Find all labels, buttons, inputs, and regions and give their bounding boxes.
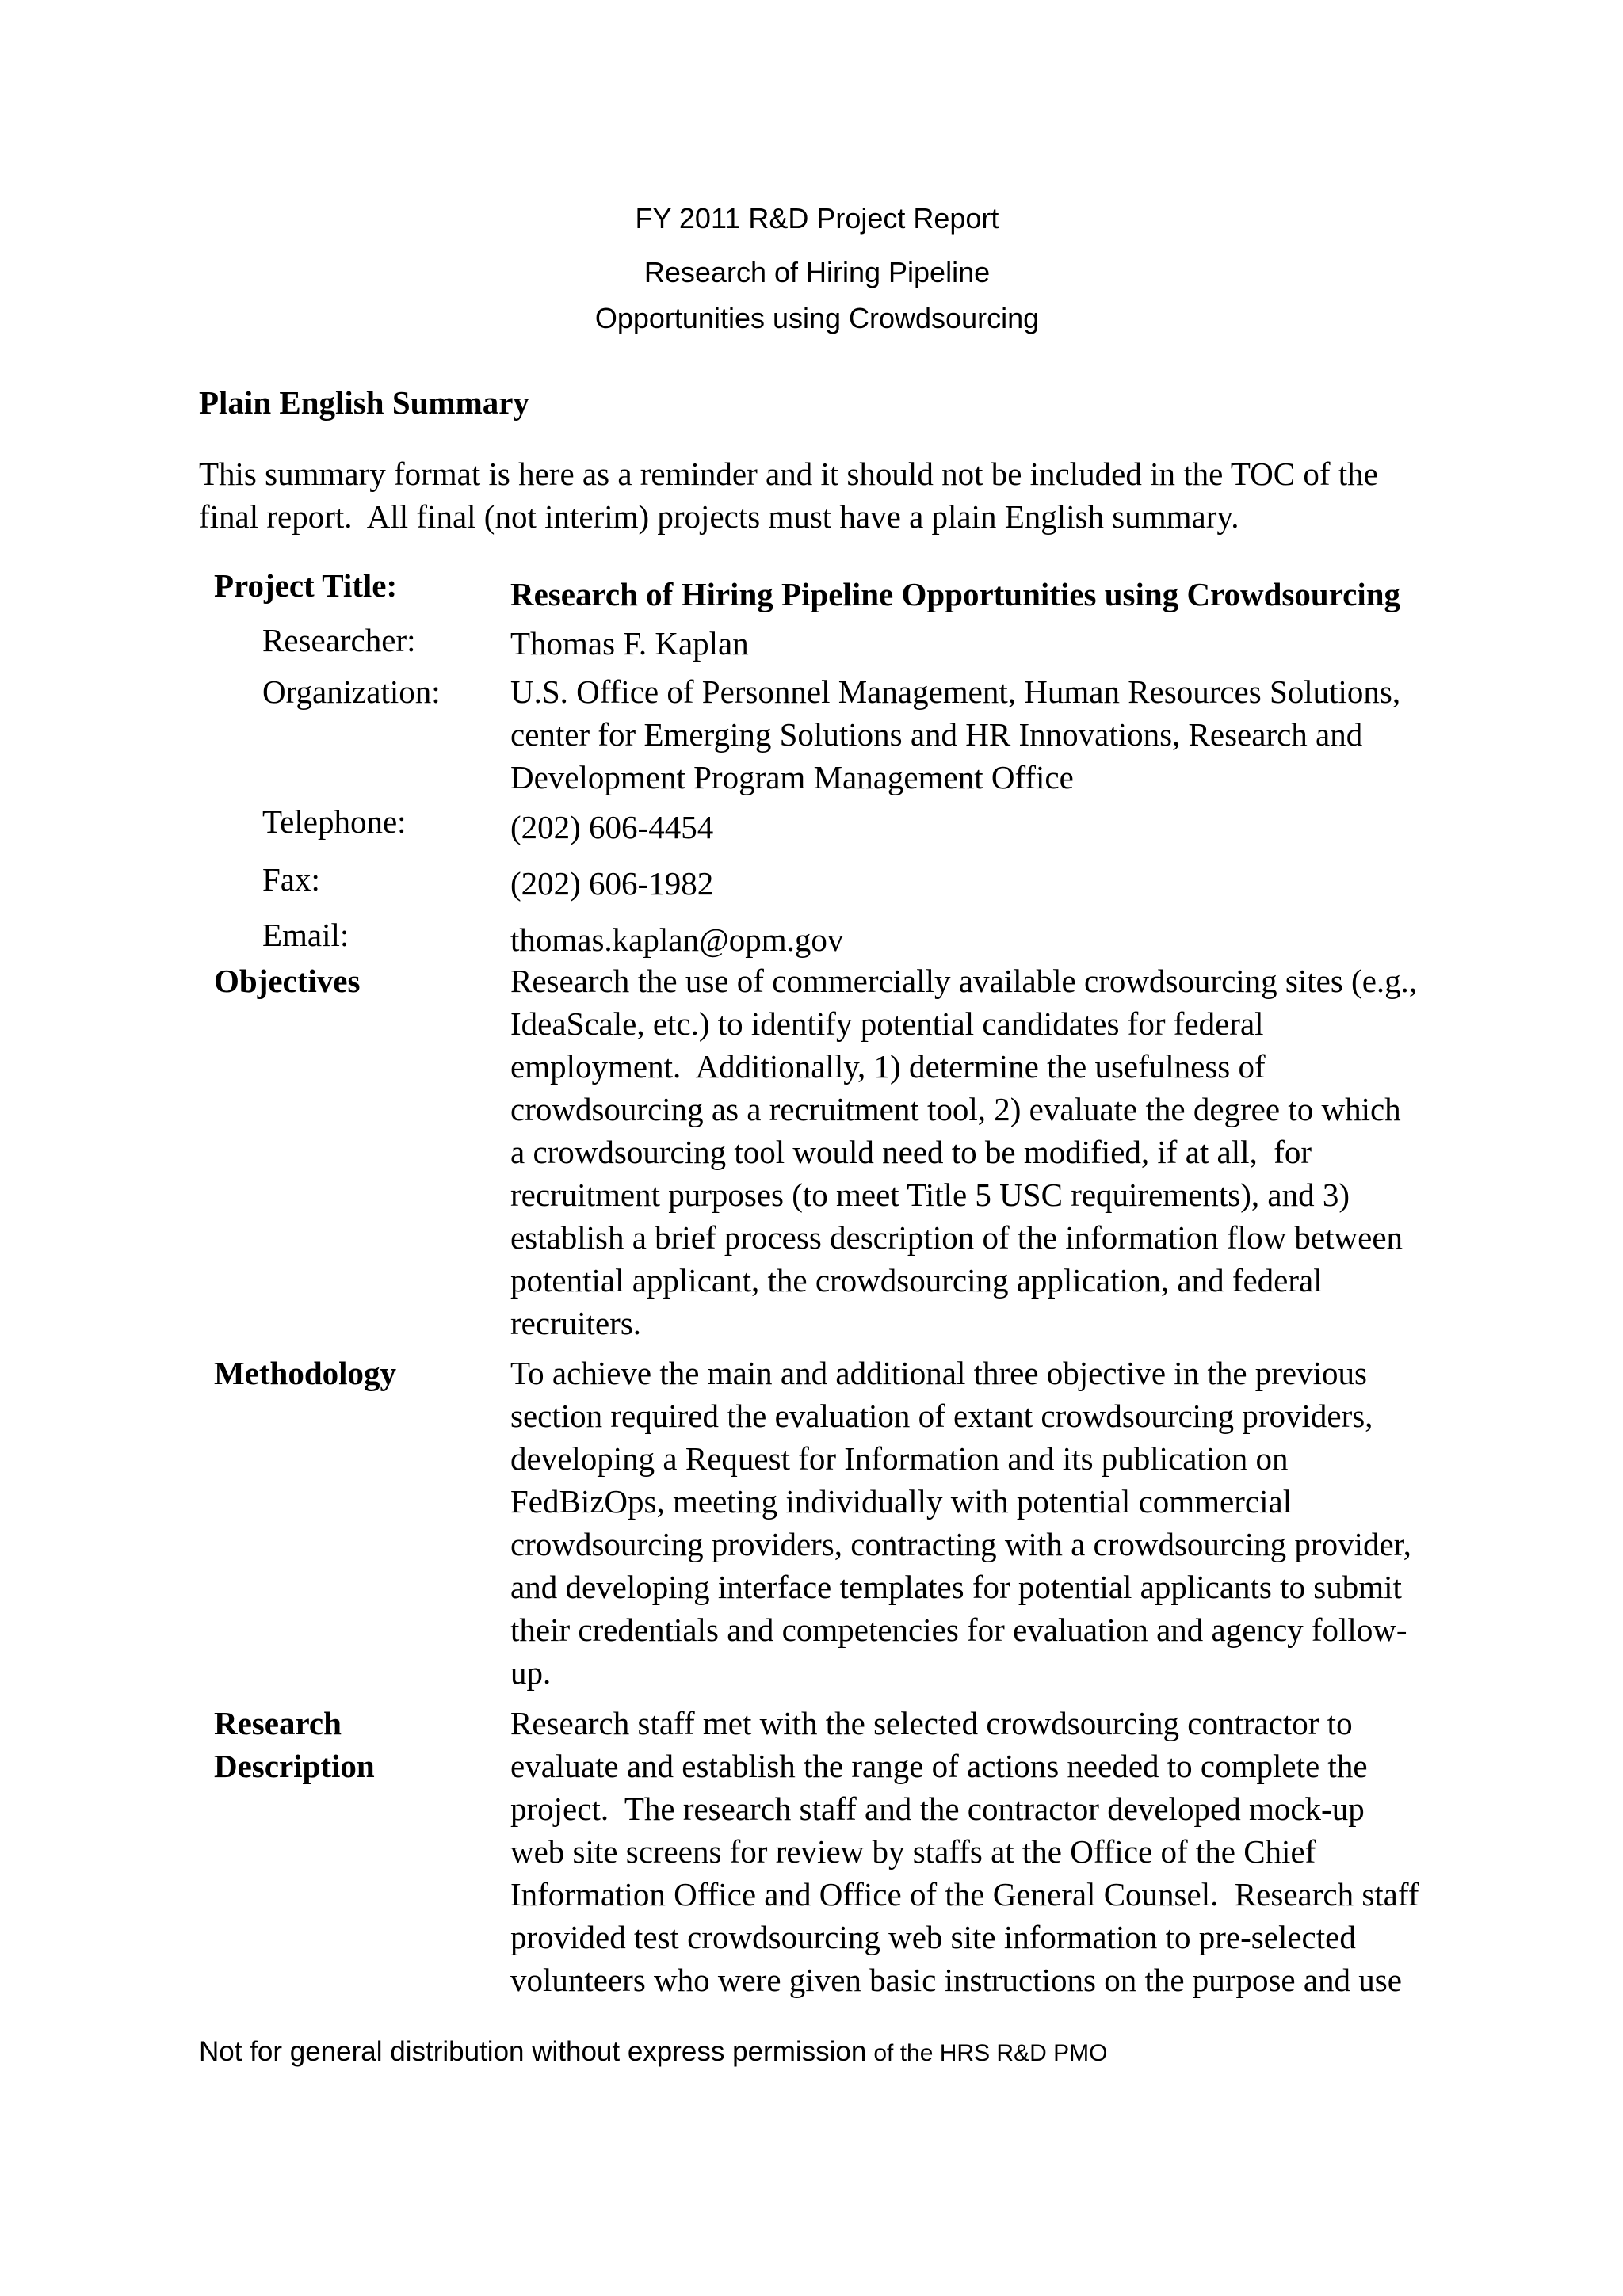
field-value-line: a crowdsourcing tool would need to be modified, if at all, for	[510, 1134, 1312, 1170]
field-value-line: To achieve the main and additional three objective in the previous	[510, 1355, 1367, 1391]
field-value-line: evaluate and establish the range of actions needed to complete the	[510, 1748, 1368, 1784]
field-value-research-description	[510, 1702, 1419, 2001]
report-subtitle-line: Opportunities using Crowdsourcing	[594, 302, 1040, 334]
field-value-line: IdeaScale, etc.) to identify potential candidates for federal	[510, 1005, 1264, 1042]
field-value-project-title: Research of Hiring Pipeline Opportunities using Crowdsourcing	[510, 576, 1401, 612]
field-value-line: Research the use of commercially available crowdsourcing sites (e.g.,	[510, 963, 1418, 999]
field-value-line: Information Office and Office of the General Counsel. Research staff	[510, 1876, 1419, 1913]
field-value-line: recruiters.	[510, 1305, 642, 1341]
field-value-line: potential applicant, the crowdsourcing application, and federal	[510, 1262, 1323, 1299]
field-value-line: and developing interface templates for potential applicants to submit	[510, 1569, 1402, 1605]
field-value-line: up.	[510, 1654, 552, 1691]
field-value-organization	[510, 670, 1400, 799]
field-value-line: section required the evaluation of extant crowdsourcing providers,	[510, 1398, 1373, 1434]
field-label-organization: Organization:	[262, 673, 441, 710]
field-value-line: their credentials and competencies for evaluation and agency follow-	[510, 1611, 1407, 1648]
field-label-researcher: Researcher:	[262, 622, 416, 658]
field-label-methodology: Methodology	[214, 1355, 397, 1391]
field-value-researcher: Thomas F. Kaplan	[510, 625, 749, 662]
field-label-email: Email:	[262, 917, 349, 953]
field-label-project-title: Project Title:	[214, 567, 398, 604]
field-value-line: provided test crowdsourcing web site information to pre-selected	[510, 1919, 1356, 1955]
field-value-line: recruitment purposes (to meet Title 5 USC requirements), and 3)	[510, 1177, 1350, 1213]
paragraph-line: final report. All final (not interim) projects must have a plain English summary.	[199, 498, 1239, 535]
report-title: FY 2011 R&D Project Report	[635, 202, 999, 235]
field-label-objectives: Objectives	[214, 963, 361, 999]
field-label-research-description	[214, 1702, 375, 1787]
field-value-line: Research staff met with the selected crowdsourcing contractor to	[510, 1705, 1353, 1741]
field-value-objectives	[510, 959, 1417, 1344]
field-value-email: thomas.kaplan@opm.gov	[510, 921, 844, 958]
report-subtitle-line: Research of Hiring Pipeline	[643, 256, 991, 288]
footer-notice-suffix: of the HRS R&D PMO	[873, 2040, 1108, 2066]
field-value-line: Development Program Management Office	[510, 759, 1074, 795]
section-heading: Plain English Summary	[199, 384, 529, 421]
field-value-line: crowdsourcing as a recruitment tool, 2) evaluate the degree to which	[510, 1091, 1401, 1127]
field-label-fax: Fax:	[262, 861, 320, 898]
field-value-line: web site screens for review by staffs at the Office of the Chief	[510, 1833, 1316, 1870]
field-value-line: volunteers who were given basic instructions on the purpose and use	[510, 1962, 1402, 1998]
field-value-line: establish a brief process description of the information flow between	[510, 1219, 1403, 1256]
field-label-line: Research	[214, 1705, 342, 1741]
summary-intro-paragraph	[199, 452, 1378, 538]
paragraph-line: This summary format is here as a reminder and it should not be included in the TOC of the	[199, 456, 1378, 492]
field-value-line: FedBizOps, meeting individually with potential commercial	[510, 1483, 1293, 1520]
field-value-line: center for Emerging Solutions and HR Innovations, Research and	[510, 716, 1363, 753]
field-value-line: employment. Additionally, 1) determine the usefulness of	[510, 1048, 1266, 1085]
page-footer	[199, 2031, 1107, 2079]
field-value-fax: (202) 606-1982	[510, 865, 714, 902]
field-label-line: Description	[214, 1748, 375, 1784]
field-value-line: developing a Request for Information and its publication on	[510, 1440, 1289, 1477]
field-value-methodology	[510, 1352, 1411, 1694]
field-value-line: project. The research staff and the contractor developed mock-up	[510, 1791, 1365, 1827]
field-label-telephone: Telephone:	[262, 803, 407, 840]
field-value-line: crowdsourcing providers, contracting with a crowdsourcing provider,	[510, 1526, 1411, 1562]
field-value-line: U.S. Office of Personnel Management, Human Resources Solutions,	[510, 673, 1401, 710]
field-value-telephone: (202) 606-4454	[510, 809, 714, 845]
footer-notice: Not for general distribution without express permission	[199, 2036, 867, 2067]
